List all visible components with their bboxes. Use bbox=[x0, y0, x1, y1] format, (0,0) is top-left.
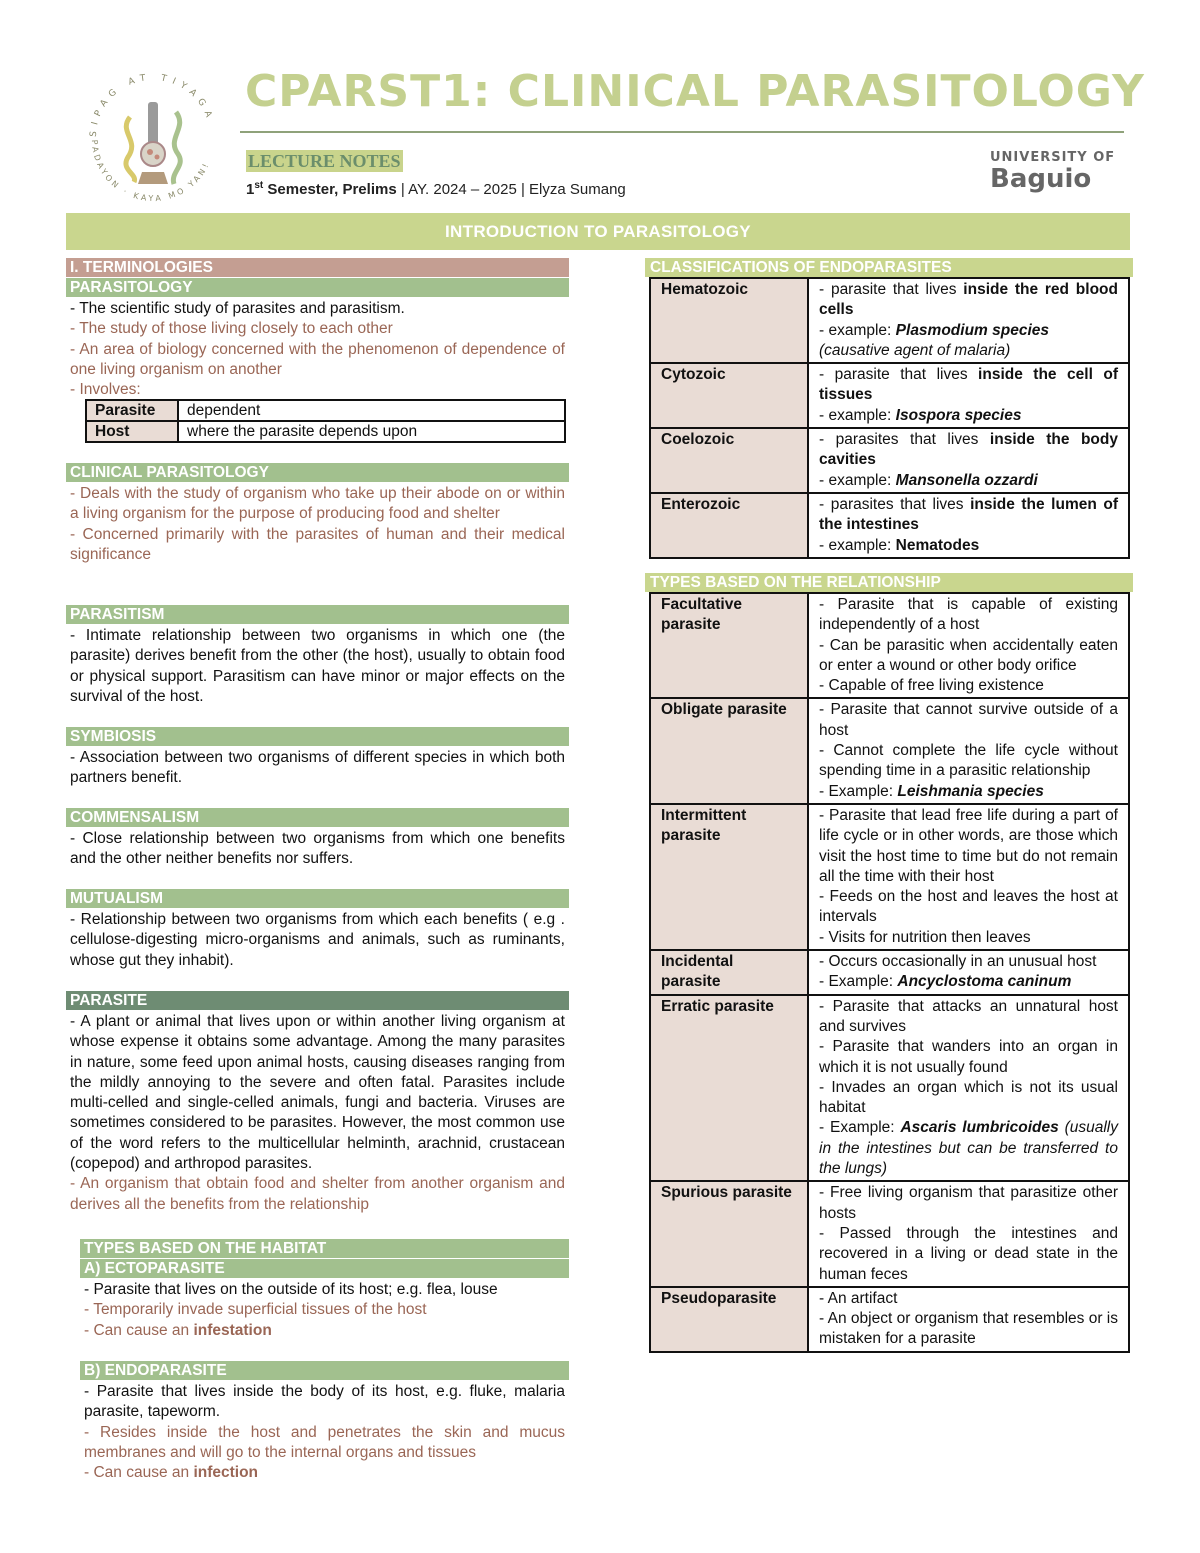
example-organism: Ascaris lumbricoides bbox=[900, 1119, 1059, 1137]
example-label: - Example: bbox=[819, 973, 898, 991]
endoparasite-classification-heading: CLASSIFICATIONS OF ENDOPARASITES bbox=[645, 258, 1133, 277]
commensalism-heading: COMMENSALISM bbox=[66, 808, 569, 827]
parasite-definition-2: - An organism that obtain food and shelter from another organism and derives all the benefits from the relationship bbox=[70, 1175, 565, 1213]
definition-cell bbox=[808, 804, 1129, 950]
definition-cell bbox=[808, 428, 1129, 493]
definition-cell bbox=[808, 995, 1129, 1182]
endo-line: - Parasite that lives inside the body of its host, e.g. fluke, malaria parasite, tapeworm. bbox=[84, 1383, 565, 1421]
semester-label: Semester, Prelims bbox=[263, 181, 397, 198]
example-organism: Isospora species bbox=[895, 406, 1022, 424]
symbiosis-heading: SYMBIOSIS bbox=[66, 727, 569, 746]
table-row bbox=[650, 950, 1129, 995]
example-organism: Mansonella ozzardi bbox=[895, 471, 1038, 489]
endo-infection: infection bbox=[193, 1464, 259, 1482]
example-label: - Example: bbox=[819, 1119, 901, 1137]
def-line: - An object or organism that resembles or is mistaken for a parasite bbox=[819, 1310, 1118, 1348]
commensalism-body: - Close relationship between two organisms from which one benefits and the other neither benefits nor suffers. bbox=[70, 830, 565, 868]
term-cell: Pseudoparasite bbox=[650, 1287, 808, 1352]
parasitology-line: - The study of those living closely to each other bbox=[70, 320, 393, 338]
table-row bbox=[650, 363, 1129, 428]
table-row bbox=[650, 804, 1129, 950]
term-cell: Enterozoic bbox=[650, 493, 808, 558]
parasitism-heading: PARASITISM bbox=[66, 605, 569, 624]
definition-cell bbox=[808, 493, 1129, 558]
clinical-parasitology-body bbox=[70, 484, 565, 565]
lecture-notes-label: LECTURE NOTES bbox=[248, 151, 401, 171]
definition-cell bbox=[808, 593, 1129, 698]
def-line: - Cannot complete the life cycle without spending time in a parasitic relationship bbox=[819, 742, 1118, 780]
example-label: - example: bbox=[819, 471, 896, 489]
def-line: - Parasite that is capable of existing independently of a host bbox=[819, 596, 1118, 634]
def-text: - parasites that lives bbox=[819, 431, 990, 449]
definition-cell: dependent bbox=[178, 400, 565, 421]
def-line: - Parasite that attacks an unnatural host and survives bbox=[819, 997, 1118, 1035]
parasite-heading: PARASITE bbox=[66, 991, 569, 1010]
def-line: - Capable of free living existence bbox=[819, 677, 1044, 695]
habitat-heading: TYPES BASED ON THE HABITAT bbox=[80, 1239, 569, 1258]
table-row bbox=[650, 1181, 1129, 1286]
def-line: - Parasite that wanders into an organ in which it is not usually found bbox=[819, 1038, 1118, 1076]
university-line1: UNIVERSITY OF bbox=[990, 150, 1116, 165]
parasitology-body bbox=[70, 299, 565, 400]
meta-separator: | bbox=[516, 181, 530, 198]
table-row bbox=[86, 421, 565, 442]
clinical-line: - Deals with the study of organism who take up their abode on or within a living organism for the purpose of producing food and shelter bbox=[70, 485, 565, 523]
ecto-cause: - Can cause an bbox=[84, 1321, 194, 1339]
parasitology-heading: PARASITOLOGY bbox=[66, 278, 569, 297]
parasitology-line: - Involves: bbox=[70, 381, 141, 399]
svg-text:SIPAG AT TIYAGA: SIPAG AT TIYAGA bbox=[88, 72, 216, 138]
example-label: - example: bbox=[819, 321, 896, 339]
section-banner: INTRODUCTION TO PARASITOLOGY bbox=[66, 213, 1130, 250]
endo-cause: - Can cause an bbox=[84, 1464, 194, 1482]
definition-cell bbox=[808, 698, 1129, 803]
term-cell: Incidental parasite bbox=[650, 950, 808, 995]
parasitology-line: - An area of biology concerned with the phenomenon of dependence of one living organism on another bbox=[70, 340, 565, 378]
example-organism: Ancyclostoma caninum bbox=[897, 973, 1072, 991]
definition-cell bbox=[808, 1181, 1129, 1286]
ectoparasite-heading: A) ECTOPARASITE bbox=[80, 1259, 569, 1278]
term-cell: Obligate parasite bbox=[650, 698, 808, 803]
example-organism: Nematodes bbox=[895, 536, 980, 554]
parasite-body bbox=[70, 1012, 565, 1215]
definition-cell bbox=[808, 1287, 1129, 1352]
def-bold: inside the cell of tissues bbox=[819, 366, 1118, 404]
term-cell: Erratic parasite bbox=[650, 995, 808, 1182]
definition-cell bbox=[808, 363, 1129, 428]
example-organism: Plasmodium species bbox=[895, 321, 1050, 339]
ectoparasite-body bbox=[84, 1280, 565, 1341]
ecto-line: - Temporarily invade superficial tissues of the host bbox=[84, 1301, 427, 1319]
term-cell: Facultative parasite bbox=[650, 593, 808, 698]
clinical-line: - Concerned primarily with the parasites of human and their medical significance bbox=[70, 525, 565, 563]
def-line: - Passed through the intestines and recovered in a living or dead state in the human feces bbox=[819, 1224, 1118, 1283]
table-row bbox=[650, 493, 1129, 558]
term-cell: Parasite bbox=[86, 400, 178, 421]
parasite-definition: - A plant or animal that lives upon or within another living organism at whose expense it obtains some advantage. Among the many parasites in nature, some feed upon animal hosts, causing diseases ranging from the mildly annoying to the severe and often fatal. Parasites include multi-celled and single-celled animals, fungi and bacteria. Viruses are sometimes considered to be parasites. However, the most common use of the word refers to the multicellular helminth, arachnid, crustacean (copepod) and arthropod parasites. bbox=[70, 1013, 565, 1173]
semester-num: 1 bbox=[246, 181, 255, 198]
example-organism: Leishmania species bbox=[897, 782, 1044, 800]
mutualism-heading: MUTUALISM bbox=[66, 889, 569, 908]
endo-line bbox=[84, 1463, 565, 1483]
example-label: - example: bbox=[819, 406, 896, 424]
example-note: (usually in the intestines but can be transferred to the lungs) bbox=[819, 1119, 1118, 1178]
term-cell: Intermittent parasite bbox=[650, 804, 808, 950]
def-text: - parasite that lives bbox=[819, 281, 964, 298]
term-cell: Coelozoic bbox=[650, 428, 808, 493]
ecto-line: - Parasite that lives on the outside of its host; e.g. flea, louse bbox=[84, 1281, 498, 1298]
term-cell: Host bbox=[86, 421, 178, 442]
example-note: (causative agent of malaria) bbox=[819, 341, 1011, 359]
def-line: - Parasite that cannot survive outside of a host bbox=[819, 701, 1118, 739]
def-bold: inside the lumen of the intestines bbox=[819, 495, 1118, 534]
def-line: - Feeds on the host and leaves the host at intervals bbox=[819, 888, 1118, 926]
university-logo bbox=[990, 150, 1115, 193]
endo-line: - Resides inside the host and penetrates the skin and mucus membranes and will go to the internal organs and tissues bbox=[84, 1423, 565, 1461]
relationship-table bbox=[649, 592, 1130, 1353]
svg-text:PADAYON · KAYA MO YAN!: PADAYON · KAYA MO YAN! bbox=[89, 139, 212, 204]
def-bold: inside the body cavities bbox=[819, 431, 1118, 469]
endoparasite-table bbox=[649, 277, 1130, 559]
clinical-parasitology-heading: CLINICAL PARASITOLOGY bbox=[66, 463, 569, 482]
def-line: - Occurs occasionally in an unusual host bbox=[819, 953, 1097, 971]
terminologies-heading: I. TERMINOLOGIES bbox=[66, 258, 569, 277]
symbiosis-body: - Association between two organisms of different species in which both partners benefit. bbox=[70, 749, 565, 787]
academic-year: AY. 2024 – 2025 bbox=[408, 181, 517, 198]
table-row bbox=[86, 400, 565, 421]
term-cell: Hematozoic bbox=[650, 278, 808, 363]
def-line: - An artifact bbox=[819, 1289, 898, 1307]
meta-separator: | bbox=[396, 181, 409, 198]
mutualism-body: - Relationship between two organisms from which each benefits ( e.g . cellulose-digesting micro-organisms and animals, such as ruminants, whose gut they inhabit). bbox=[70, 911, 565, 969]
ecto-infestation: infestation bbox=[193, 1321, 272, 1339]
table-row bbox=[650, 593, 1129, 698]
involves-table bbox=[85, 399, 566, 443]
definition-cell bbox=[808, 278, 1129, 363]
def-text: - parasites that lives bbox=[819, 495, 971, 513]
def-line: - Parasite that lead free life during a part of life cycle or in other words, are those which visit the host time to time but do not remain all the time with their host bbox=[819, 806, 1118, 885]
endoparasite-heading: B) ENDOPARASITE bbox=[80, 1361, 569, 1380]
def-bold: inside the red blood cells bbox=[819, 281, 1118, 319]
parasitism-body: - Intimate relationship between two organisms in which one (the parasite) derives benefit from the other (the host), usually to obtain food or physical support. Parasitism can have minor or major effects on the survival of the host. bbox=[70, 627, 565, 705]
def-line: - Invades an organ which is not its usual habitat bbox=[819, 1078, 1118, 1117]
ecto-line bbox=[84, 1321, 565, 1341]
author-name: Elyza Sumang bbox=[529, 181, 626, 198]
table-row bbox=[650, 698, 1129, 803]
sipag-logo bbox=[78, 62, 228, 212]
table-row bbox=[650, 1287, 1129, 1352]
example-label: - Example: bbox=[819, 782, 898, 800]
document-meta bbox=[246, 177, 626, 199]
semester-sup: st bbox=[254, 180, 264, 191]
relationship-types-heading: TYPES BASED ON THE RELATIONSHIP bbox=[645, 573, 1133, 592]
table-row bbox=[650, 995, 1129, 1182]
def-line: - Visits for nutrition then leaves bbox=[819, 928, 1031, 946]
parasitology-line: - The scientific study of parasites and parasitism. bbox=[70, 300, 405, 317]
def-line: - Can be parasitic when accidentally eaten or enter a wound or other body orifice bbox=[819, 636, 1118, 674]
def-line: - Free living organism that parasitize other hosts bbox=[819, 1184, 1118, 1222]
definition-cell bbox=[808, 950, 1129, 995]
definition-cell: where the parasite depends upon bbox=[178, 421, 565, 442]
table-row bbox=[650, 278, 1129, 363]
endoparasite-body bbox=[84, 1382, 565, 1483]
term-cell: Cytozoic bbox=[650, 363, 808, 428]
document-title: CPARST1: CLINICAL PARASITOLOGY bbox=[245, 66, 1145, 117]
title-divider bbox=[240, 131, 1124, 133]
def-text: - parasite that lives bbox=[819, 366, 979, 384]
table-row bbox=[650, 428, 1129, 493]
university-line2: Baguio bbox=[990, 164, 1092, 194]
term-cell: Spurious parasite bbox=[650, 1181, 808, 1286]
example-label: - example: bbox=[819, 536, 896, 554]
